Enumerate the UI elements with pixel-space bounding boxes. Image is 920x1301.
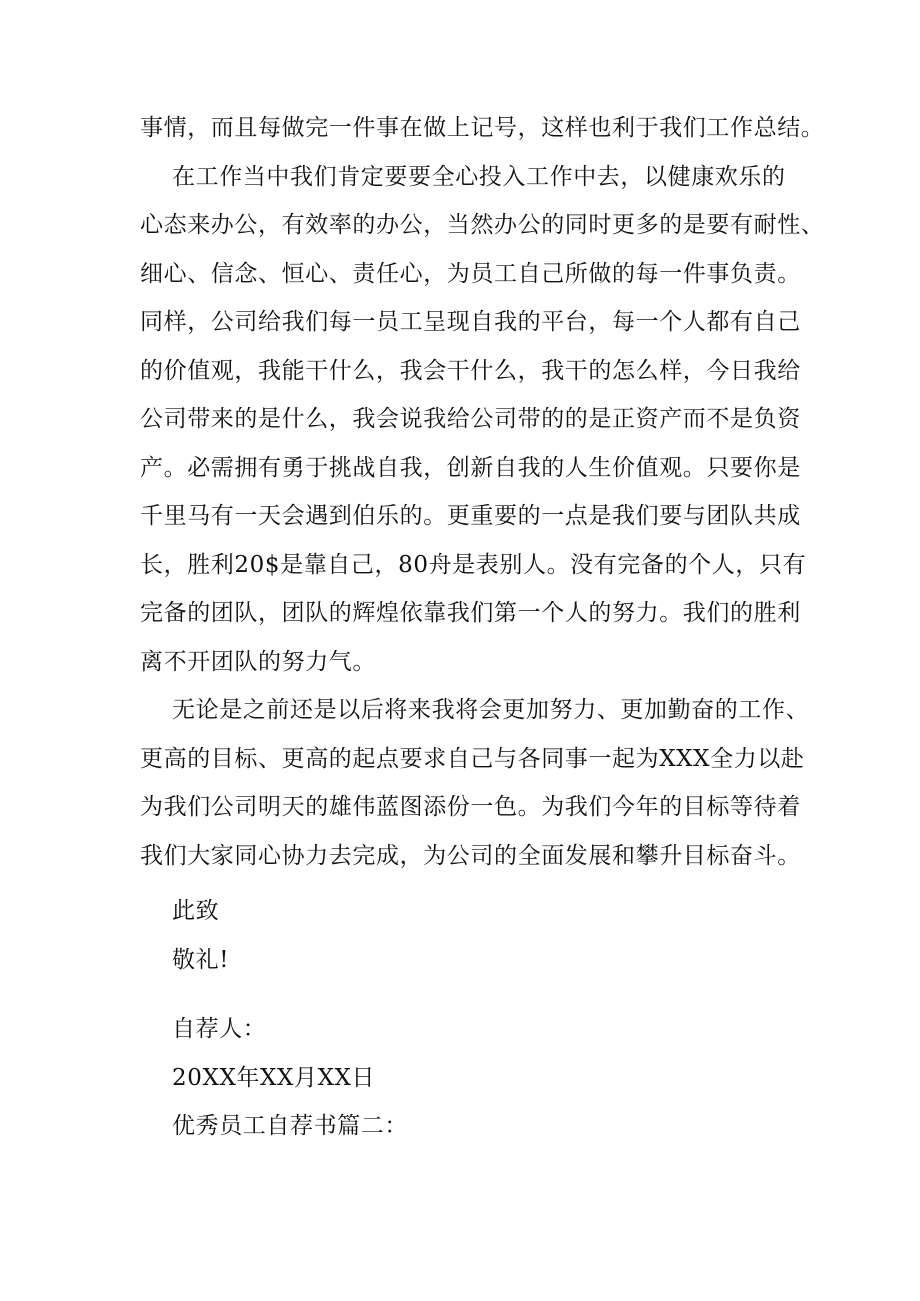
paragraph-line: 长，胜利20$是靠自己，80舟是表别人。没有完备的个人，只有 xyxy=(140,552,807,578)
paragraph-line: 细心、信念、恒心、责任心，为员工自己所做的每一件事负责。 xyxy=(140,261,801,287)
closing-salutation: 此致 xyxy=(172,898,220,924)
paragraph-line: 的价值观，我能干什么，我会干什么，我干的怎么样，今日我给 xyxy=(140,358,801,384)
signature-date: 20XX年XX月XX日 xyxy=(172,1065,376,1091)
paragraph-line: 公司带来的是什么，我会说我给公司带的的是正资产而不是负资 xyxy=(140,406,801,432)
paragraph-line: 千里马有一天会遇到伯乐的。更重要的一点是我们要与团队共成 xyxy=(140,503,801,529)
paragraph-line: 完备的团队，团队的辉煌依靠我们第一个人的努力。我们的胜利 xyxy=(140,600,801,626)
signer-label: 自荐人： xyxy=(172,1016,267,1042)
paragraph-line: 我们大家同心协力去完成，为公司的全面发展和攀升目标奋斗。 xyxy=(140,843,801,869)
paragraph-line: 无论是之前还是以后将来我将会更加努力、更加勤奋的工作、 xyxy=(172,697,810,723)
next-section-heading: 优秀员工自荐书篇二： xyxy=(172,1113,408,1139)
paragraph-line: 心态来办公，有效率的办公，当然办公的同时更多的是要有耐性、 xyxy=(140,212,825,238)
paragraph-line: 事情，而且每做完一件事在做上记号，这样也利于我们工作总结。 xyxy=(140,115,825,141)
paragraph-line: 同样，公司给我们每一员工呈现自我的平台，每一个人都有自己 xyxy=(140,309,801,335)
closing-respects: 敬礼! xyxy=(172,947,230,973)
paragraph-line: 在工作当中我们肯定要要全心投入工作中去，以健康欢乐的 xyxy=(172,164,786,190)
paragraph-line: 为我们公司明天的雄伟蓝图添份一色。为我们今年的目标等待着 xyxy=(140,794,801,820)
paragraph-line: 离不开团队的努力气。 xyxy=(140,649,376,675)
paragraph-line: 更高的目标、更高的起点要求自己与各同事一起为XXX全力以赴 xyxy=(140,746,805,772)
paragraph-line: 产。必需拥有勇于挑战自我，创新自我的人生价值观。只要你是 xyxy=(140,455,801,481)
